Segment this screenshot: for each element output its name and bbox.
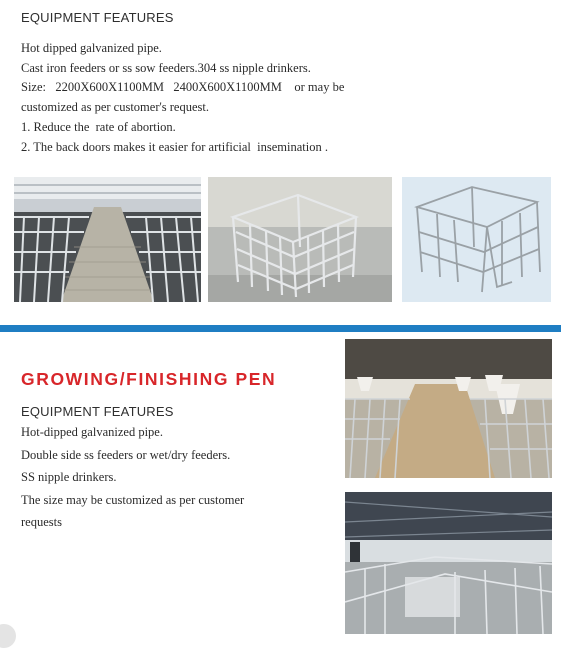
feature-line: Hot dipped galvanized pipe. — [21, 41, 162, 55]
equipment-features-heading-2: EQUIPMENT FEATURES — [21, 404, 174, 419]
feature-line: Cast iron feeders or ss sow feeders.304 ss nipple drinkers. — [21, 60, 311, 75]
feature-line: 1. Reduce the rate of abortion. — [21, 119, 176, 134]
growing-finishing-pen-title: GROWING/FINISHING PEN — [21, 369, 277, 389]
top-features-list — [21, 39, 344, 157]
feature-line: Hot-dipped galvanized pipe. — [21, 425, 163, 439]
equipment-features-heading: EQUIPMENT FEATURES — [21, 10, 174, 25]
sow-crate-product-photo — [402, 177, 551, 302]
gestation-crate-photo — [208, 177, 392, 302]
feature-line: 2. The back doors makes it easier for artificial insemination . — [21, 139, 328, 154]
finishing-barn-pens-photo — [345, 492, 552, 634]
feature-line: The size may be customized as per customer — [21, 492, 245, 507]
section-divider — [0, 325, 561, 332]
feature-line: requests — [21, 515, 62, 530]
feature-line: SS nipple drinkers. — [21, 470, 117, 485]
decorative-circle — [0, 624, 16, 648]
bottom-features-list — [21, 421, 244, 534]
barn-crates-photo — [14, 177, 201, 302]
feature-line: Double side ss feeders or wet/dry feeders. — [21, 447, 231, 462]
finishing-barn-feeders-photo — [345, 339, 552, 478]
feature-line: customized as per customer's request. — [21, 100, 209, 115]
feature-line: Size: 2200X600X1100MM 2400X600X1100MM or may be — [21, 80, 345, 95]
